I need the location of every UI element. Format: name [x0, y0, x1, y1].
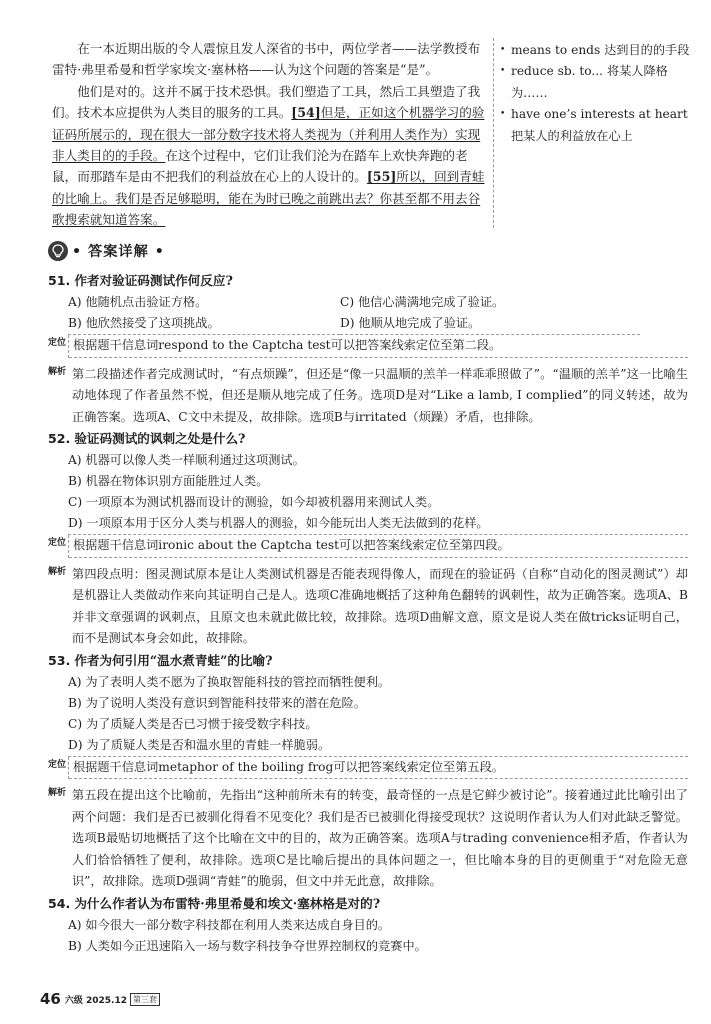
option: C) 他信心满满地完成了验证。 [340, 295, 505, 309]
options-52 [48, 450, 688, 535]
analysis-label: 解析 [48, 788, 67, 798]
marker-55: [55] [366, 169, 397, 185]
vocab-item: • reduce sb. to... 将某人降格为…… [500, 61, 690, 104]
analysis-text: 第五段在提出这个比喻前，先指出“这种前所未有的转变，最奇怪的一点是它鲜少被讨论”。接着通过此比喻引出了两个问题：我们是否已被驯化得看不见变化？我们是否已被驯化得接受现状？这说明作者认为人们对此缺乏警觉。选项B最贴切地概括了这个比喻在文中的目的，故为正确答案。选项A与trading convenience相矛盾，作者认为人们恰恰牺牲了便利，故排除。选项C是比喻后提出的具体问题之一，但比喻本身的目的更侧重于“对危险无意识”，故排除。选项D强调“青蛙”的脆弱，但文中并无此意，故排除。 [72, 788, 688, 888]
question-53: 53. 作者为何引用“温水煮青蛙”的比喻? [48, 652, 273, 668]
option: B) 为了说明人类没有意识到智能科技带来的潜在危险。 [68, 695, 366, 710]
section-title: • 答案详解 • [72, 244, 165, 260]
bullet-icon: • [500, 109, 506, 120]
section-header [48, 241, 165, 261]
option: A) 机器可以像人类一样顺利通过这项测试。 [68, 453, 305, 467]
question-51: 51. 作者对验证码测试作何反应? [48, 273, 233, 288]
vocabulary-notes [500, 40, 690, 147]
option: C) 一项原本为测试机器而设计的测验，如今却被机器用来测试人类。 [68, 495, 440, 509]
passage-underlined-54: 但是，正如这个机器学习的验证码所展示的，现在很大一部分数字技术将人类视为（并利用人类作为）实现非人类目的的手段。 [52, 105, 485, 164]
passage-paragraph-2 [52, 81, 488, 231]
option: C) 为了质疑人类是否已习惯于接受数字科技。 [68, 716, 318, 731]
answer-explanations [48, 270, 688, 957]
column-divider [493, 38, 494, 228]
passage-underlined-55: 所以，回到青蛙的比喻上。我们是否足够聪明，能在为时已晚之前跳出去？你甚至都不用去谷歌搜索就知道答案。 [52, 169, 485, 228]
analysis-box [48, 785, 688, 893]
page-footer [40, 990, 160, 1008]
lightbulb-icon [48, 241, 68, 261]
analysis-label: 解析 [48, 366, 67, 377]
analysis-box [48, 564, 688, 650]
option: B) 人类如今正迅速陷入一场与数字科技争夺世界控制权的竞赛中。 [68, 938, 427, 953]
option: D) 一项原本用于区分人类与机器人的测验，如今能玩出人类无法做到的花样。 [68, 513, 688, 535]
passage-paragraph-1: 在一本近期出版的令人震惊且发人深省的书中，两位学者——法学教授布雷特·弗里希曼和哲学家埃文·塞林格——认为这个问题的答案是“是”。 [52, 41, 481, 78]
locate-label: 定位 [48, 535, 69, 558]
locate-label: 定位 [48, 757, 69, 780]
option: A) 为了表明人类不愿为了换取智能科技的管控而牺牲便利。 [68, 674, 391, 689]
reading-passage [52, 38, 488, 231]
analysis-label: 解析 [48, 566, 67, 577]
option: A) 如今很大一部分数字科技都在利用人类来达成自身目的。 [68, 917, 391, 932]
locate-box [48, 535, 688, 558]
analysis-box [48, 364, 688, 429]
issue-badge: 第三套 [130, 993, 160, 1006]
bullet-icon: • [500, 66, 506, 77]
page-number: 46 [40, 990, 61, 1008]
option: A) 他随机点击验证方格。 [68, 295, 208, 309]
vocab-item: • means to ends 达到目的的手段 [500, 40, 690, 61]
option: D) 为了质疑人类是否和温水里的青蛙一样脆弱。 [68, 735, 688, 757]
option: D) 他顺从地完成了验证。 [340, 313, 640, 335]
locate-box [48, 335, 688, 358]
question-54: 54. 为什么作者认为布雷特·弗里希曼和埃文·塞林格是对的? [48, 895, 381, 911]
option: B) 机器在物体识别方面能胜过人类。 [68, 474, 269, 488]
locate-text: 根据题干信息词respond to the Captcha test可以把答案线索定位至第二段。 [69, 335, 688, 358]
analysis-text: 第四段点明：图灵测试原本是让人类测试机器是否能表现得像人，而现在的验证码（自称“自动化的图灵测试”）却是机器让人类做动作来向其证明自己是人。选项C准确地概括了这种角色翻转的讽刺性，故为正确答案。选项A、B并非文章强调的讽刺点，且原文也未就此做比较，故排除。选项D曲解文意，原文是说人类在做tricks证明自己，而不是测试本身会如此，故排除。 [72, 566, 688, 645]
options-53 [48, 672, 688, 757]
option: B) 他欣然接受了这项挑战。 [68, 313, 340, 335]
locate-text: 根据题干信息词ironic about the Captcha test可以把答案线索定位至第四段。 [69, 535, 688, 558]
options-51 [48, 292, 688, 335]
journal-name: 六级 2025.12 [64, 995, 128, 1006]
vocab-item: • have one’s interests at heart 把某人的利益放在心上 [500, 104, 690, 147]
analysis-text: 第二段描述作者完成测试时，“有点烦躁”，但还是“像一只温顺的羔羊一样乖乖照做了”。“温顺的羔羊”这一比喻生动地体现了作者虽然不悦，但还是顺从地完成了任务。选项D是对“Like a lamb, I complied”的同义转述，故为正确答案。选项A、C文中未提及，故排除。选项B与irritated（烦躁）矛盾，也排除。 [72, 366, 688, 424]
passage-text: 他们是对的。这并不属于技术恐惧。我们塑造了工具，然后工具塑造了我们。技术本应提供为人类目的服务的工具。 [52, 83, 481, 121]
bullet-icon: • [500, 45, 506, 55]
question-52: 52. 验证码测试的讽刺之处是什么? [48, 431, 246, 446]
passage-text: 在这个过程中，它们让我们沦为在踏车上欢快奔跑的老鼠，而那踏车是由不把我们的利益放在心上的人设计的。 [52, 148, 468, 185]
locate-box [48, 757, 688, 780]
locate-text: 根据题干信息词metaphor of the boiling frog可以把答案线索定位至第五段。 [69, 757, 688, 780]
options-54 [48, 915, 688, 957]
locate-label: 定位 [48, 335, 69, 358]
marker-54: [54] [291, 105, 321, 121]
